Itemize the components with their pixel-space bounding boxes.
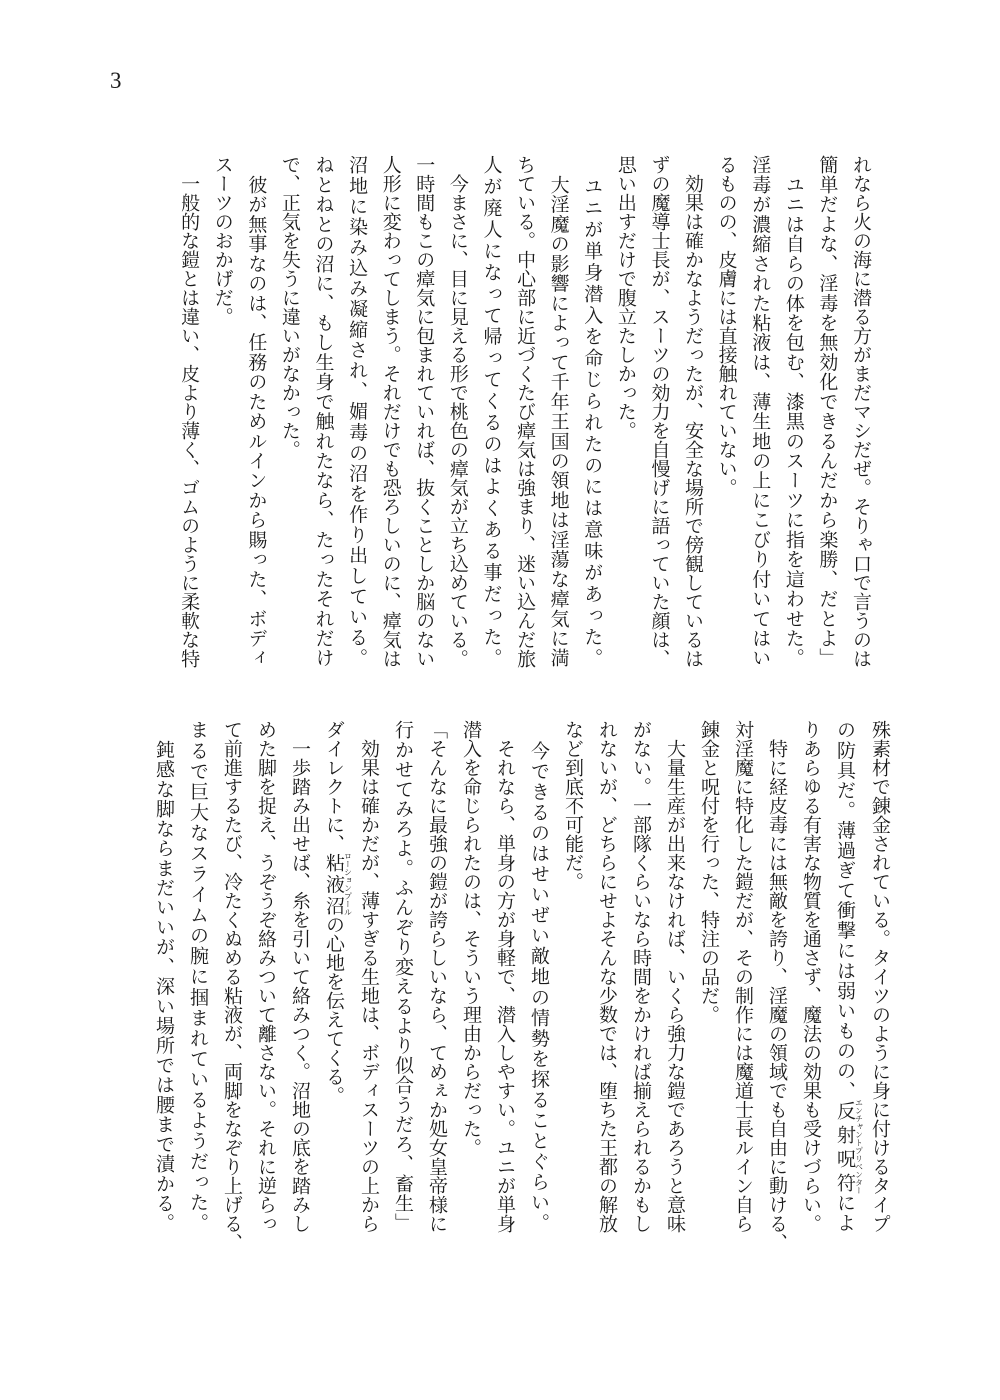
text-column: [507, 155, 541, 667]
text-column: [590, 720, 624, 1232]
text-column: [642, 155, 676, 667]
text-run: 錬金と呪付を行った、特注の品だ。: [698, 720, 720, 1024]
text-run: て前進するたび、冷たくぬめる粘液が、両脚をなぞり上げる、: [221, 720, 243, 1252]
page-number: 3: [110, 68, 122, 93]
text-column: [373, 155, 407, 667]
text-block-top: [172, 155, 877, 667]
text-column: [556, 720, 590, 1232]
text-run: 行かせてみろよ。ふんぞり変えるより似合うだろ、畜生」: [392, 720, 414, 1232]
text-run: 簡単だよな、淫毒を無効化できるんだから楽勝、だとよ」: [816, 155, 839, 667]
text-run: 潜入を命じられたのは、そういう理由からだった。: [460, 720, 482, 1157]
text-run: るものの、皮膚には直接触れていない。: [715, 155, 738, 497]
text-run: 大量生産が出来なければ、いくら強力な鎧であろうと意味: [664, 720, 686, 1233]
text-column: [675, 155, 709, 667]
ruby-reading: エンチャントプリベンター: [854, 1098, 864, 1195]
text-column: [386, 720, 420, 1232]
text-run: がない。一部隊くらいなら時間をかければ揃えられるかもし: [630, 720, 652, 1233]
text-column: [608, 155, 642, 667]
text-column: [272, 155, 306, 667]
text-column: [474, 155, 508, 667]
text-run: れなら火の海に潜る方がまだマシだぜ。そりゃ口で言うのは: [850, 155, 872, 668]
text-run: それなら、単身の方が身軽で、潜入しやすい。ユニが単身: [494, 720, 516, 1233]
ruby-reading: ローションプール: [343, 851, 353, 916]
text-run: 今まさに、目に見える形で桃色の瘴気が立ち込めている。: [446, 155, 469, 668]
text-column: [810, 155, 844, 667]
text-column: [743, 155, 777, 667]
text-run: 淫毒が濃縮された粘液は、薄生地の上にこびり付いてはい: [749, 155, 772, 667]
text-column: [863, 720, 897, 1232]
text-run: 思い出すだけで腹立たしかった。: [614, 155, 637, 440]
text-column: [575, 155, 609, 667]
text-run: まるで巨大なスライムの腕に掴まれているようだった。: [187, 720, 209, 1232]
text-column: [794, 720, 828, 1232]
text-column: [692, 720, 726, 1232]
text-run: ちている。中心部に近づくたび瘴気は強まり、迷い込んだ旅: [514, 155, 537, 668]
text-column: [352, 720, 386, 1232]
text-column: [828, 720, 863, 1232]
text-column: [147, 720, 181, 1232]
text-column: [440, 155, 474, 667]
text-column: [172, 155, 206, 667]
text-run: 沼地に染み込み凝縮され、媚毒の沼を作り出している。: [346, 155, 369, 667]
text-column: [317, 720, 352, 1232]
text-column: [306, 155, 340, 667]
text-column: [407, 155, 441, 667]
text-column: [843, 155, 877, 667]
text-run: りあらゆる有害な物質を通さず、魔法の効果も受けづらい。: [800, 720, 822, 1233]
text-run: 大淫魔の影響によって千年王国の領地は淫蕩な瘴気に満: [547, 155, 570, 667]
text-column: [488, 720, 522, 1232]
text-column: [454, 720, 488, 1232]
text-run: スーツのおかげだ。: [211, 155, 234, 326]
ruby-base: 粘液沼: [323, 851, 345, 916]
text-run: で、正気を失うに違いがなかった。: [278, 155, 301, 459]
text-run: によ: [834, 1191, 856, 1233]
text-run: ねとねとの沼に、もし生身で触れたなら、たったそれだけ: [312, 155, 335, 667]
text-run: 特に経皮毒には無敵を誇り、淫魔の領域でも自由に動ける、: [766, 720, 788, 1252]
ruby-base: 反射呪符: [834, 1098, 856, 1195]
text-column: [726, 720, 760, 1232]
text-column: [205, 155, 239, 667]
text-run: 効果は確かだが、薄すぎる生地は、ボディスーツの上から: [358, 720, 380, 1233]
text-column: [776, 155, 810, 667]
text-run: 対淫魔に特化した鎧だが、その制作には魔道士長ルイン自ら: [732, 720, 754, 1233]
text-run: ずの魔導士長が、スーツの効力を自慢げに語っていた顔は、: [648, 155, 671, 668]
text-column: [181, 720, 215, 1232]
text-run: 鈍感な脚ならまだいいが、深い場所では腰まで漬かる。: [153, 720, 175, 1232]
text-run: の心地を伝えてくる。: [323, 914, 345, 1105]
text-run: 人が廃人になって帰ってくるのはよくある事だった。: [480, 155, 503, 667]
text-run: 効果は確かなようだったが、安全な場所で傍観しているは: [682, 155, 705, 668]
text-run: ユニは自らの体を包む、漆黒のスーツに指を這わせた。: [782, 155, 805, 667]
text-column: [420, 720, 454, 1232]
text-run: 一般的な鎧とは違い、皮より薄く、ゴムのように柔軟な特: [178, 155, 201, 668]
text-column: [249, 720, 283, 1232]
text-column: [340, 155, 374, 667]
ruby-annotated-term: [323, 851, 353, 916]
text-column: [283, 720, 317, 1232]
text-run: の防具だ。薄過ぎて衝撃には弱いものの、: [834, 720, 856, 1101]
text-run: 一歩踏み出せば、糸を引いて絡みつく。沼地の底を踏みし: [289, 720, 311, 1233]
text-column: [215, 720, 249, 1252]
text-run: れないが、どちらにせよそんな少数では、堕ちた王都の解放: [596, 720, 618, 1233]
text-block-bottom: [147, 720, 897, 1252]
text-run: 一時間もこの瘴気に包まれていれば、抜くことしか脳のない: [413, 155, 436, 668]
ruby-annotated-term: [834, 1098, 864, 1195]
text-run: など到底不可能だ。: [562, 720, 584, 891]
text-run: 今できるのはせいぜい敵地の情勢を探ることぐらい。: [528, 720, 550, 1232]
text-run: 「そんなに最強の鎧が誇らしいなら、てめぇか処女皇帝様に: [426, 720, 448, 1233]
text-column: [522, 720, 556, 1232]
text-column: [239, 155, 273, 667]
text-column: [760, 720, 794, 1252]
text-run: ユニが単身潜入を命じられたのには意味があった。: [581, 155, 604, 667]
text-run: 人形に変わってしまう。それだけでも恐ろしいのに、瘴気は: [379, 155, 402, 668]
text-column: [658, 720, 692, 1232]
text-column: [709, 155, 743, 667]
text-run: めた脚を捉え、うぞうぞ絡みついて離さない。それに逆らっ: [255, 720, 277, 1233]
text-column: [624, 720, 658, 1232]
text-run: 殊素材で錬金されている。タイツのように身に付けるタイプ: [869, 720, 891, 1233]
text-run: 彼が無事なのは、任務のためルインから賜った、ボディ: [245, 155, 268, 667]
text-column: [541, 155, 575, 667]
text-run: ダイレクトに、: [323, 720, 345, 853]
